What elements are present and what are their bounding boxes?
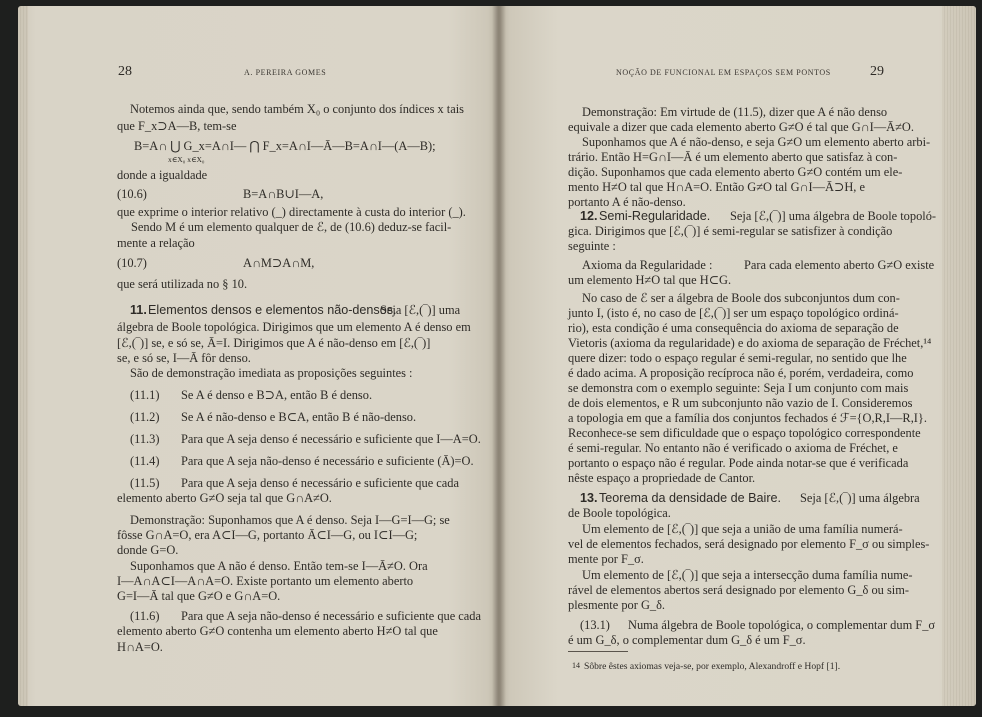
formula-line: B=A∩B∪I—A, bbox=[243, 187, 324, 201]
proposition-text: Se A é denso e B⊃A, então B é denso. bbox=[181, 388, 373, 402]
section-number: 11. bbox=[130, 303, 147, 317]
text-line: portanto o espaço não é regular. Pode ainda notar-se que é verificada bbox=[568, 456, 909, 470]
running-head-right: NOÇÃO DE FUNCIONAL EM ESPAÇOS SEM PONTOS bbox=[616, 68, 831, 77]
footnote-text: Sôbre êstes axiomas veja-se, por exemplo, Alexandroff e Hopf [1]. bbox=[584, 661, 841, 672]
text-line: Suponhamos que A não é denso. Então tem-se I—Ā≠O. Ora bbox=[130, 559, 428, 573]
proposition-number: (13.1) bbox=[580, 618, 610, 632]
page-number-right: 29 bbox=[870, 64, 884, 79]
text-line: Demonstração: Em virtude de (11.5), dizer que A é não denso bbox=[582, 105, 888, 119]
text-line: Reconhece-se sem dificuldade que o espaço topológico correspondente bbox=[568, 426, 921, 440]
proposition-number: (11.4) bbox=[130, 454, 160, 468]
text-line: [ℰ,(‾)] se, e só se, Ā=I. Dirigimos que A é não-denso em [ℰ,(‾)] bbox=[117, 336, 431, 350]
text-line: que F_x⊃A—B, tem-se bbox=[117, 119, 237, 133]
proposition-text: Se A é não-denso e B⊂A, então B é não-denso. bbox=[181, 410, 417, 424]
text-line: é semi-regular. No entanto não é verificado o axioma de Fréchet, e bbox=[568, 441, 898, 455]
text-line: é dado acima. A proposição recíproca não é, porém, verdadeira, como bbox=[568, 366, 914, 380]
text-line: álgebra de Boole topológica. Dirigimos que um elemento A é denso em bbox=[117, 320, 471, 334]
text-line: G=I—Ā tal que G≠O e G∩A=O. bbox=[117, 589, 281, 603]
text-line: dição. Suponhamos que cada elemento aberto G≠O contém um ele- bbox=[568, 165, 903, 179]
text-line: Seja [ℰ,(‾)] uma álgebra de Boole topoló- bbox=[730, 209, 937, 223]
footnote-number bbox=[572, 658, 580, 677]
text-line: a topologia em que a família dos conjuntos fechados é ℱ={O,R,I—R,I}. bbox=[568, 411, 927, 425]
text-line: I—A∩A⊂I—A∩A=O. Existe portanto um elemento aberto bbox=[117, 574, 414, 588]
text-line: nêste espaço a propriedade de Cantor. bbox=[568, 471, 756, 485]
text-line: equivale a dizer que cada elemento aberto G≠O é tal que G∩I—Ā≠O. bbox=[568, 120, 914, 134]
proposition-number: (11.2) bbox=[130, 410, 160, 424]
text-line: de dois elementos, e R um subconjunto não vazio de I. Consideremos bbox=[568, 396, 913, 410]
text-line: São de demonstração imediata as proposições seguintes : bbox=[130, 366, 413, 380]
section-heading: Elementos densos e elementos não-densos. bbox=[148, 303, 397, 317]
text-line: de Boole topológica. bbox=[568, 506, 671, 520]
text-line: mento H≠O tal que H∩A=O. Então G≠O tal G∩I—Ā⊃H, e bbox=[568, 180, 865, 194]
text-line: Um elemento de [ℰ,(‾)] que seja a união de uma família numerá- bbox=[582, 522, 903, 536]
text-line: donde a igualdade bbox=[117, 168, 208, 182]
section-number: 13. bbox=[580, 491, 598, 505]
footnote-marker: 14 bbox=[572, 661, 580, 670]
text-line: Um elemento de [ℰ,(‾)] que seja a intersecção duma família nume- bbox=[582, 568, 913, 582]
text-line: donde G=O. bbox=[117, 543, 179, 557]
section-number: 12. bbox=[580, 209, 598, 223]
proposition-text: Para que A seja denso é necessário e suficiente que I—A=O. bbox=[181, 432, 481, 446]
text-line: que será utilizada no § 10. bbox=[117, 277, 248, 291]
formula-line: A∩M⊃A∩M, bbox=[243, 256, 315, 270]
proposition-number: (11.3) bbox=[130, 432, 160, 446]
text-line: trário. Então H=G∩I—Ā é um elemento aberto que satisfaz à con- bbox=[568, 150, 898, 164]
text-line: Seja [ℰ,(‾)] uma álgebra bbox=[800, 491, 920, 505]
page-edge-left bbox=[18, 6, 28, 706]
proposition-text: Numa álgebra de Boole topológica, o complementar dum F_σ bbox=[628, 618, 936, 632]
footnote-rule bbox=[568, 651, 628, 652]
text-line: fôsse G∩A=O, era A⊂I—G, portanto Ā⊂I—G, ou I⊂I—G; bbox=[117, 528, 418, 542]
text-line: se demonstra com o exemplo seguinte: Seja I um conjunto com mais bbox=[568, 381, 909, 395]
proposition-text: elemento aberto G≠O seja tal que G∩A≠O. bbox=[117, 491, 332, 505]
proposition-number: (11.1) bbox=[130, 388, 160, 402]
proposition-number: (11.6) bbox=[130, 609, 160, 623]
formula-subscripts: x∈X₀ x∈X₀ bbox=[168, 155, 205, 164]
text-line: rio), esta condição é uma consequência do axioma de separação de bbox=[568, 321, 899, 335]
text-line: rável de elementos abertos será designado por elemento G_δ ou sim- bbox=[568, 583, 909, 597]
proposition-text: é um G_δ, o complementar dum G_δ é um F_σ. bbox=[568, 633, 806, 647]
text-line: Seja [ℰ,(‾)] uma bbox=[380, 303, 461, 317]
proposition-text: Para que A seja não-denso é necessário e suficiente (Ā)=O. bbox=[181, 454, 474, 468]
formula-line: B=A∩ ⋃ G_x=A∩I— ⋂ F_x=A∩I—Ā—B=A∩I—(A—B); bbox=[134, 139, 436, 153]
text-line: Notemos ainda que, sendo também X₀ o conjunto dos índices x tais bbox=[130, 102, 464, 116]
book-gutter bbox=[492, 6, 506, 706]
text-line: se, e só se, I—Ā fôr denso. bbox=[117, 351, 251, 365]
text-line: que exprime o interior relativo (_) directamente à custa do interior (_). bbox=[117, 205, 466, 219]
page-edge-right bbox=[942, 6, 976, 706]
axiom-label: Axioma da Regularidade : bbox=[582, 258, 713, 272]
text-line: portanto A é não-denso. bbox=[568, 195, 686, 209]
right-page bbox=[498, 6, 976, 706]
text-line: quere dizer: todo o espaço regular é semi-regular, no sentido que lhe bbox=[568, 351, 907, 365]
proposition-text: elemento aberto G≠O contenha um elemento aberto H≠O tal que bbox=[117, 624, 438, 638]
text-line: gica. Dirigimos que [ℰ,(‾)] é semi-regular se satisfizer à condição bbox=[568, 224, 893, 238]
text-line: No caso de ℰ ser a álgebra de Boole dos subconjuntos dum con- bbox=[582, 291, 900, 305]
left-page bbox=[18, 6, 498, 706]
running-head-left: A. PEREIRA GOMES bbox=[244, 68, 327, 77]
text-line: H∩A=O. bbox=[117, 640, 163, 654]
equation-number: (10.7) bbox=[117, 256, 147, 270]
proposition-number: (11.5) bbox=[130, 476, 160, 490]
text-line: junto I, (isto é, no caso de [ℰ,(‾)] ser um espaço topológico ordiná- bbox=[568, 306, 899, 320]
book-spread bbox=[18, 6, 976, 714]
page-number-left: 28 bbox=[118, 64, 132, 79]
text-line: Suponhamos que A é não-denso, e seja G≠O um elemento aberto arbi- bbox=[582, 135, 931, 149]
axiom-text: um elemento H≠O tal que H⊂G. bbox=[568, 273, 732, 287]
text-line: mente por F_σ. bbox=[568, 552, 644, 566]
proposition-text: Para que A seja não-denso é necessário e suficiente que cada bbox=[181, 609, 481, 623]
text-line: Vietoris (axioma da regularidade) e do axioma de separação de Fréchet,¹⁴ bbox=[568, 336, 932, 350]
equation-number: (10.6) bbox=[117, 187, 147, 201]
proposition-text: Para que A seja denso é necessário e suficiente que cada bbox=[181, 476, 459, 490]
text-line: plesmente por G_δ. bbox=[568, 598, 666, 612]
section-heading: Semi-Regularidade. bbox=[599, 209, 711, 223]
text-line: Demonstração: Suponhamos que A é denso. Seja I—G=I—G; se bbox=[130, 513, 450, 527]
section-heading: Teorema da densidade de Baire. bbox=[599, 491, 782, 505]
text-line: seguinte : bbox=[568, 239, 616, 253]
text-line: mente a relação bbox=[117, 236, 195, 250]
text-line: vel de elementos fechados, será designado por elemento F_σ ou simples- bbox=[568, 537, 930, 551]
axiom-text: Para cada elemento aberto G≠O existe bbox=[744, 258, 935, 272]
text-line: Sendo M é um elemento qualquer de ℰ, de (10.6) deduz-se facil- bbox=[131, 220, 452, 234]
